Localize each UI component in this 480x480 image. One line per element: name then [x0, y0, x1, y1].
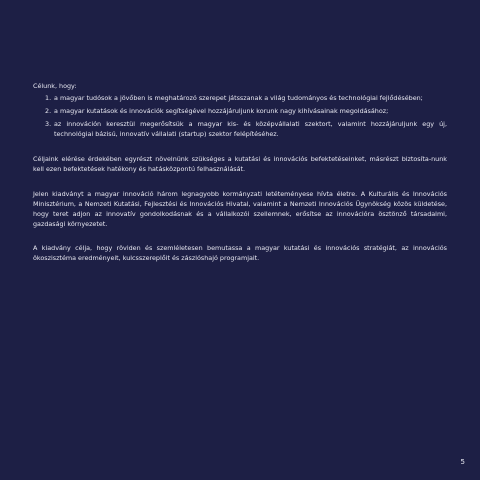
goal-text: a magyar tudósok a jövőben is meghatározó szerepet játsszanak a világ tudományos és technológiai fejlődésében;	[54, 94, 423, 102]
goal-text: az innováción keresztül megerősítsük a magyar kis- és középvállalati szektort, valamint hozzájáruljunk egy új, technológiai bázisú, innovatív vállalati (startup) szektor felépítéséhez.	[54, 120, 447, 138]
goal-number: 3.	[45, 120, 52, 128]
goal-number: 2.	[45, 107, 52, 115]
intro-text: Célunk, hogy:	[33, 82, 77, 90]
document-body	[33, 81, 447, 263]
page-number: 5	[460, 458, 465, 466]
goal-item-2	[33, 106, 447, 116]
goal-text: a magyar kutatások és innovációk segítségével hozzájáruljunk korunk nagy kihívásainak megoldásához;	[54, 107, 389, 115]
paragraph-investments: Céljaink elérése érdekében egyrészt növelnünk szükséges a kutatási és innovációs befektetéseinket, másrészt biztosíta-nunk kell ezen befektetések hatékony és hatásközpontú felhasználását.	[33, 155, 447, 173]
goal-item-1	[33, 93, 447, 103]
paragraph-publication-purpose: A kiadvány célja, hogy röviden és szemléletesen bemutassa a magyar kutatási és innovációs stratégiát, az innovációs ökoszisztéma eredményeit, kulcsszereplőit és zászlóshajó programjait.	[33, 244, 447, 262]
paragraph-publication-origin: Jelen kiadványt a magyar innováció három legnagyobb kormányzati letéteményese hívta életre. A Kulturális és Innovációs Minisztérium, a Nemzeti Kutatási, Fejlesztési és Innovációs Hivatal, valamint a Nemzeti Innovációs Ügynökség közös küldetése, hogy teret adjon az innovatív gondolkodásnak és a vállalkozói szellemnek, erősítse az innovációra ösztönző társadalmi, gazdasági környezetet.	[33, 190, 447, 228]
goal-item-3	[33, 119, 447, 139]
goals-list	[33, 93, 447, 139]
goal-number: 1.	[45, 94, 52, 102]
